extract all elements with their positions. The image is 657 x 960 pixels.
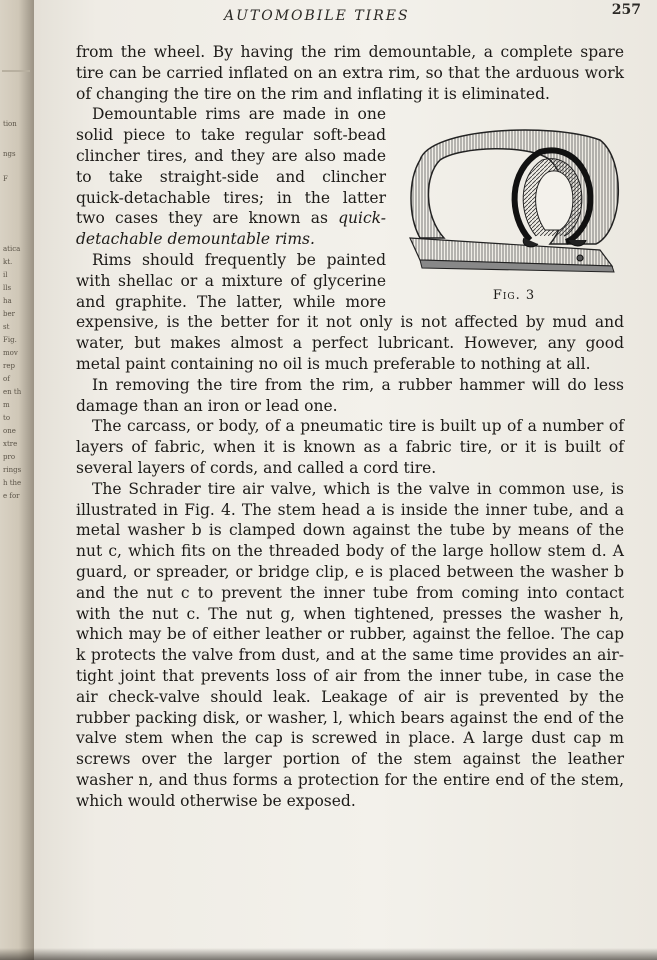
figure-caption: Fig. 3 bbox=[492, 288, 536, 304]
left-fragment: xtre bbox=[3, 440, 18, 448]
left-fragment: ber bbox=[3, 310, 15, 318]
left-fragment: rings bbox=[3, 466, 22, 474]
left-fragment: m bbox=[3, 401, 10, 409]
paragraph: The Schrader tire air valve, which is the valve in common use, is illustrated in Fig. 4. The stem head a is inside the inner tube, and a metal washer b is clamped down against the tube by means of the nut c, which fits on the threaded body of the large hollow stem d. A guard, or spreader, or bridge clip, e is placed between the washer b and the nut c to prevent the inner tube from coming into contact with the nut c. The nut g, when tightened, presses the washer h, which may be of either leather or rubber, against the felloe. The cap k protects the valve from dust, and at the same time provides an air-tight joint that prevents loss of air from the inner tube, in case the air check-valve should leak. Leakage of air is prevented by the rubber packing disk, or washer, l, which bears against the end of the valve stem when the cap is screwed in place. A large dust cap m screws over the larger portion of the stem against the leather washer n, and thus forms a protection for the entire end of the stem, which would otherwise be exposed. bbox=[76, 479, 624, 810]
left-fragment: of bbox=[3, 375, 10, 383]
left-fragment: pro bbox=[3, 453, 16, 461]
left-fragment: ngs bbox=[3, 150, 16, 158]
figure-3 bbox=[396, 120, 632, 310]
running-header: AUTOMOBILE TIRES bbox=[224, 8, 410, 24]
tire-rim-illustration bbox=[400, 120, 626, 280]
left-fragment: atica bbox=[3, 245, 21, 253]
left-fragment: lls bbox=[3, 284, 12, 292]
paragraph: The carcass, or body, of a pneumatic tire is built up of a number of layers of fabric, when it is known as a fabric tire, or it is built of several layers of cords, and called a cord tire. bbox=[76, 417, 624, 477]
paragraph: Rims should frequently be painted with shellac or a mixture of glycerine and graphite. The latter, while more expensive, is the better for it not only is not affected by mud and water, but makes almost a perfect lubricant. However, any good metal paint containing no oil is much preferable to nothing at all. bbox=[76, 250, 624, 373]
left-fragment: e for bbox=[3, 492, 20, 500]
italic-term: quick-detachable demountable rims. bbox=[76, 209, 386, 249]
left-fragment: one bbox=[3, 427, 16, 435]
paragraph: from the wheel. By having the rim demountable, a complete spare tire can be carried inflated on an extra rim, so that the arduous work of changing the tire on the rim and inflating it is eliminated. bbox=[76, 43, 624, 103]
paragraph: In removing the tire from the rim, a rubber hammer will do less damage than an iron or lead one. bbox=[76, 375, 624, 415]
left-fragment: F bbox=[3, 175, 8, 183]
page-shadow bbox=[0, 948, 657, 960]
left-fragment: rep bbox=[3, 362, 15, 370]
left-fragment: ha bbox=[3, 297, 12, 305]
left-fragment: il bbox=[3, 271, 8, 279]
left-fragment: h the bbox=[3, 479, 22, 487]
facing-page-edge bbox=[0, 0, 34, 960]
left-fragment: st bbox=[3, 323, 10, 331]
book-page bbox=[34, 0, 657, 960]
left-fragment: Fig. bbox=[3, 336, 17, 344]
left-fragment: mov bbox=[3, 349, 18, 357]
left-fragment: to bbox=[3, 414, 11, 422]
left-fragment: kt. bbox=[3, 258, 13, 266]
left-fragment: tion bbox=[3, 120, 17, 128]
body-text bbox=[76, 42, 624, 811]
paragraph-text: Demountable rims are made in one solid piece to take regular soft-bead clincher tires, and they are also made to take straight-side and clincher quick-detachable tires; in the latter two cases they are known as bbox=[76, 105, 386, 228]
page-number: 257 bbox=[611, 2, 641, 18]
left-fragment: en th bbox=[3, 388, 22, 396]
